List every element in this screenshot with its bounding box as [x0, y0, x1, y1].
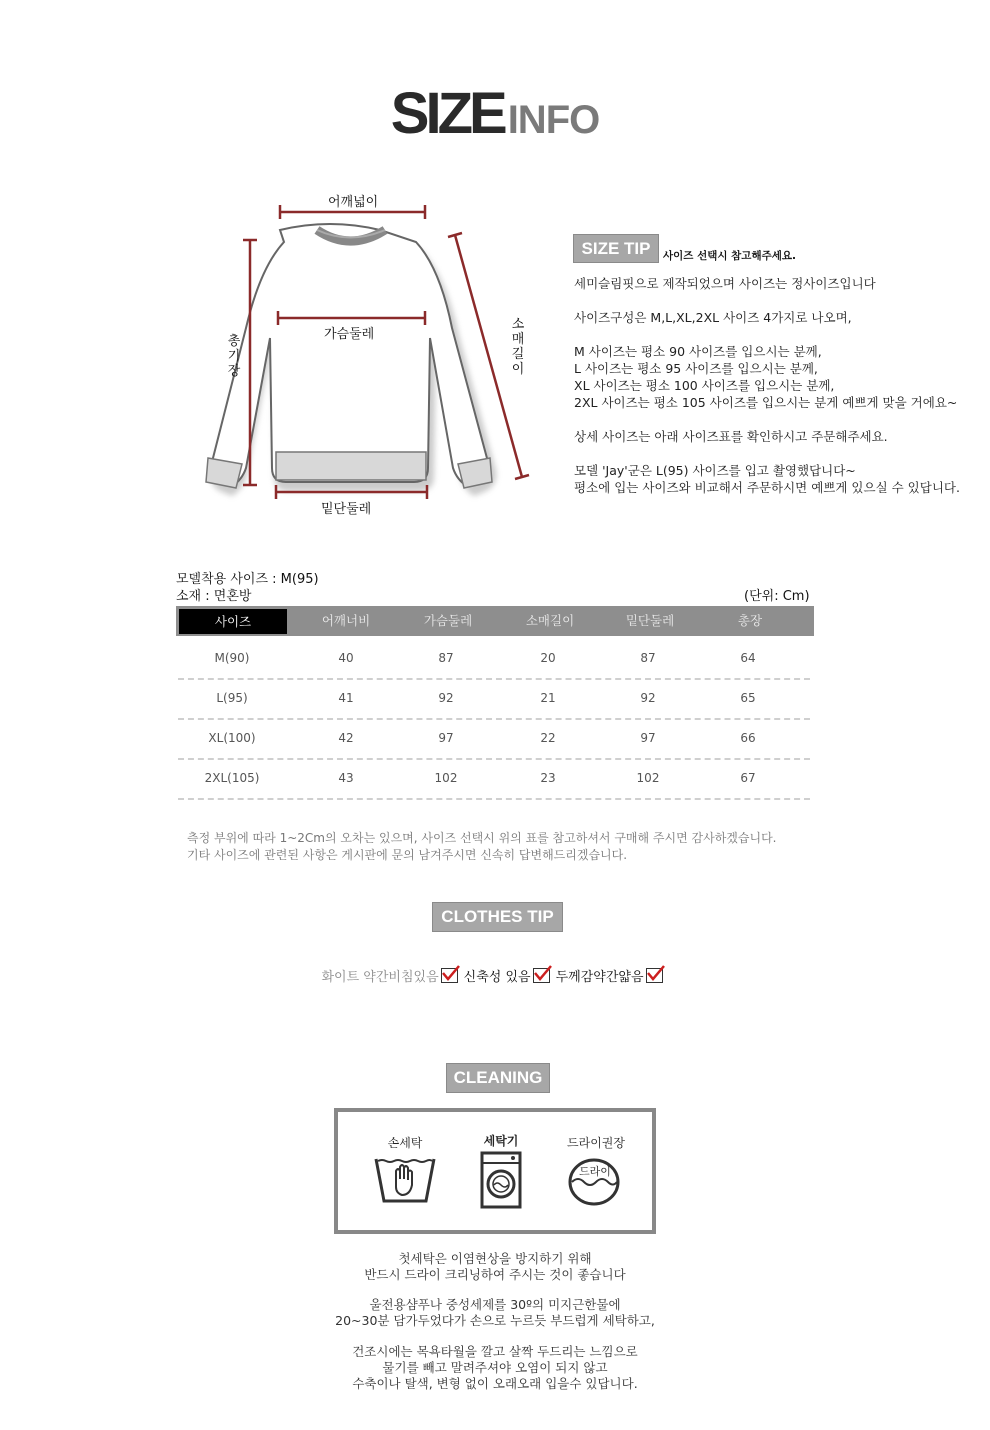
cleaning-line: 20~30분 담가두었다가 손으로 누르듯 부드럽게 세탁하고, — [335, 1313, 655, 1328]
cell-length: 64 — [740, 651, 756, 665]
cell-sleeve: 20 — [540, 651, 556, 665]
size-tip-line: 2XL 사이즈는 평소 105 사이즈를 입으시는 분게 예쁘게 맞을 거에요~ — [574, 395, 958, 410]
cell-sleeve: 22 — [540, 731, 556, 745]
cell-hem: 92 — [640, 691, 656, 705]
cleaning-line: 울전용샴푸나 중성세제를 30º의 미지근한물에 — [369, 1297, 621, 1312]
size-table-header — [176, 606, 814, 636]
cell-hem: 87 — [640, 651, 656, 665]
label-length: 총기장 — [227, 334, 241, 379]
size-tip-line: 모델 'Jay'군은 L(95) 사이즈를 입고 촬영했답니다~ — [574, 463, 856, 478]
size-tip-line: 사이즈구성은 M,L,XL,2XL 사이즈 4가지로 나오며, — [574, 310, 852, 325]
size-tip-line: L 사이즈는 평소 95 사이즈를 입으시는 분께, — [574, 361, 818, 376]
size-tip-text — [574, 275, 990, 496]
clothes-tip-items — [0, 966, 990, 985]
cell-size: L(95) — [216, 691, 248, 705]
size-tip-subtitle: 사이즈 선택시 참고해주세요. — [663, 250, 797, 262]
label-sleeve: 소매길이 — [511, 317, 525, 377]
cell-size: M(90) — [214, 651, 250, 665]
label-shoulder: 어깨넓이 — [328, 195, 379, 210]
cell-sleeve: 21 — [540, 691, 556, 705]
size-tip-line: 평소에 입는 사이즈와 비교해서 주문하시면 예쁘게 있으실 수 있답니다. — [574, 480, 960, 495]
washing-machine-icon — [480, 1151, 522, 1209]
label-hem: 밑단둘레 — [321, 502, 372, 517]
size-tip-line: 세미슬림핏으로 제작되었으며 사이즈는 정사이즈입니다 — [574, 276, 876, 291]
size-tip-badge: SIZE TIP — [573, 234, 659, 263]
cell-size: 2XL(105) — [204, 771, 260, 785]
measure-note: 기타 사이즈에 관련된 사항은 게시판에 문의 남겨주시면 신속히 답변해드리겠습니다. — [187, 848, 628, 862]
cleaning-line: 물기를 빼고 말려주셔야 오염이 되지 않고 — [382, 1360, 608, 1375]
model-size: 모델착용 사이즈 : M(95) — [176, 572, 319, 587]
cell-length: 67 — [740, 771, 756, 785]
clothes-tip-item: 두께감약간얇음 — [555, 970, 644, 985]
th-size: 사이즈 — [179, 609, 287, 634]
cell-shoulder: 41 — [338, 691, 354, 705]
hand-wash-icon — [374, 1155, 436, 1207]
label-chest: 가슴둘레 — [324, 327, 375, 342]
cell-shoulder: 42 — [338, 731, 354, 745]
cell-hem: 102 — [636, 771, 660, 785]
cleaning-text-1 — [0, 1251, 990, 1283]
cell-size: XL(100) — [208, 731, 256, 745]
th-length: 총장 — [737, 613, 763, 628]
table-row — [178, 758, 810, 800]
cell-chest: 92 — [438, 691, 454, 705]
dry-clean-label: 드라이권장 — [567, 1136, 625, 1150]
header-title-sub: INFO — [507, 98, 600, 142]
check-icon — [533, 968, 550, 983]
material: 소재 : 면혼방 — [176, 589, 252, 604]
cell-length: 65 — [740, 691, 756, 705]
cell-length: 66 — [740, 731, 756, 745]
cleaning-line: 첫세탁은 이염현상을 방지하기 위해 — [398, 1251, 592, 1266]
clothes-tip-badge: CLOTHES TIP — [432, 902, 563, 932]
cleaning-text-3 — [0, 1344, 990, 1392]
cell-sleeve: 23 — [540, 771, 556, 785]
th-hem: 밑단둘레 — [625, 613, 675, 628]
cell-hem: 97 — [640, 731, 656, 745]
clothes-tip-item: 화이트 약간비침있음 — [321, 970, 439, 985]
check-icon — [646, 968, 663, 983]
table-row — [178, 638, 810, 680]
size-tip-line: M 사이즈는 평소 90 사이즈를 입으시는 분께, — [574, 344, 822, 359]
cell-chest: 102 — [434, 771, 458, 785]
th-sleeve: 소매길이 — [525, 613, 575, 628]
table-row — [178, 718, 810, 760]
check-icon — [441, 968, 458, 983]
unit-label: (단위: Cm) — [744, 589, 810, 604]
cell-chest: 97 — [438, 731, 454, 745]
measure-note: 측정 부위에 따라 1~2Cm의 오차는 있으며, 사이즈 선택시 위의 표를 참고하셔서 구매해 주시면 감사하겠습니다. — [187, 831, 777, 845]
size-info-header — [0, 80, 990, 147]
size-tip-line: 상세 사이즈는 아래 사이즈표를 확인하시고 주문해주세요. — [574, 429, 888, 444]
cleaning-badge: CLEANING — [446, 1063, 550, 1093]
size-tip-line: XL 사이즈는 평소 100 사이즈를 입으시는 분께, — [574, 378, 835, 393]
cell-chest: 87 — [438, 651, 454, 665]
header-title-main: SIZE — [390, 81, 504, 146]
clothes-tip-item: 신축성 있음 — [463, 970, 531, 985]
table-row — [178, 678, 810, 720]
machine-wash-label: 세탁기 — [483, 1134, 519, 1148]
hand-wash-label: 손세탁 — [387, 1136, 423, 1150]
cell-shoulder: 40 — [338, 651, 354, 665]
cell-shoulder: 43 — [338, 771, 354, 785]
cleaning-line: 건조시에는 목욕타월을 깔고 살짝 두드리는 느낌으로 — [352, 1344, 638, 1359]
cleaning-line: 수축이나 탈색, 변형 없이 오래오래 입을수 있답니다. — [352, 1376, 638, 1391]
cleaning-line: 반드시 드라이 크리닝하여 주시는 것이 좋습니다 — [364, 1267, 626, 1282]
th-chest: 가슴둘레 — [423, 613, 473, 628]
dry-mark-text: 드라이 — [579, 1165, 611, 1178]
cleaning-text-2 — [0, 1297, 990, 1329]
th-shoulder: 어깨너비 — [321, 613, 371, 628]
